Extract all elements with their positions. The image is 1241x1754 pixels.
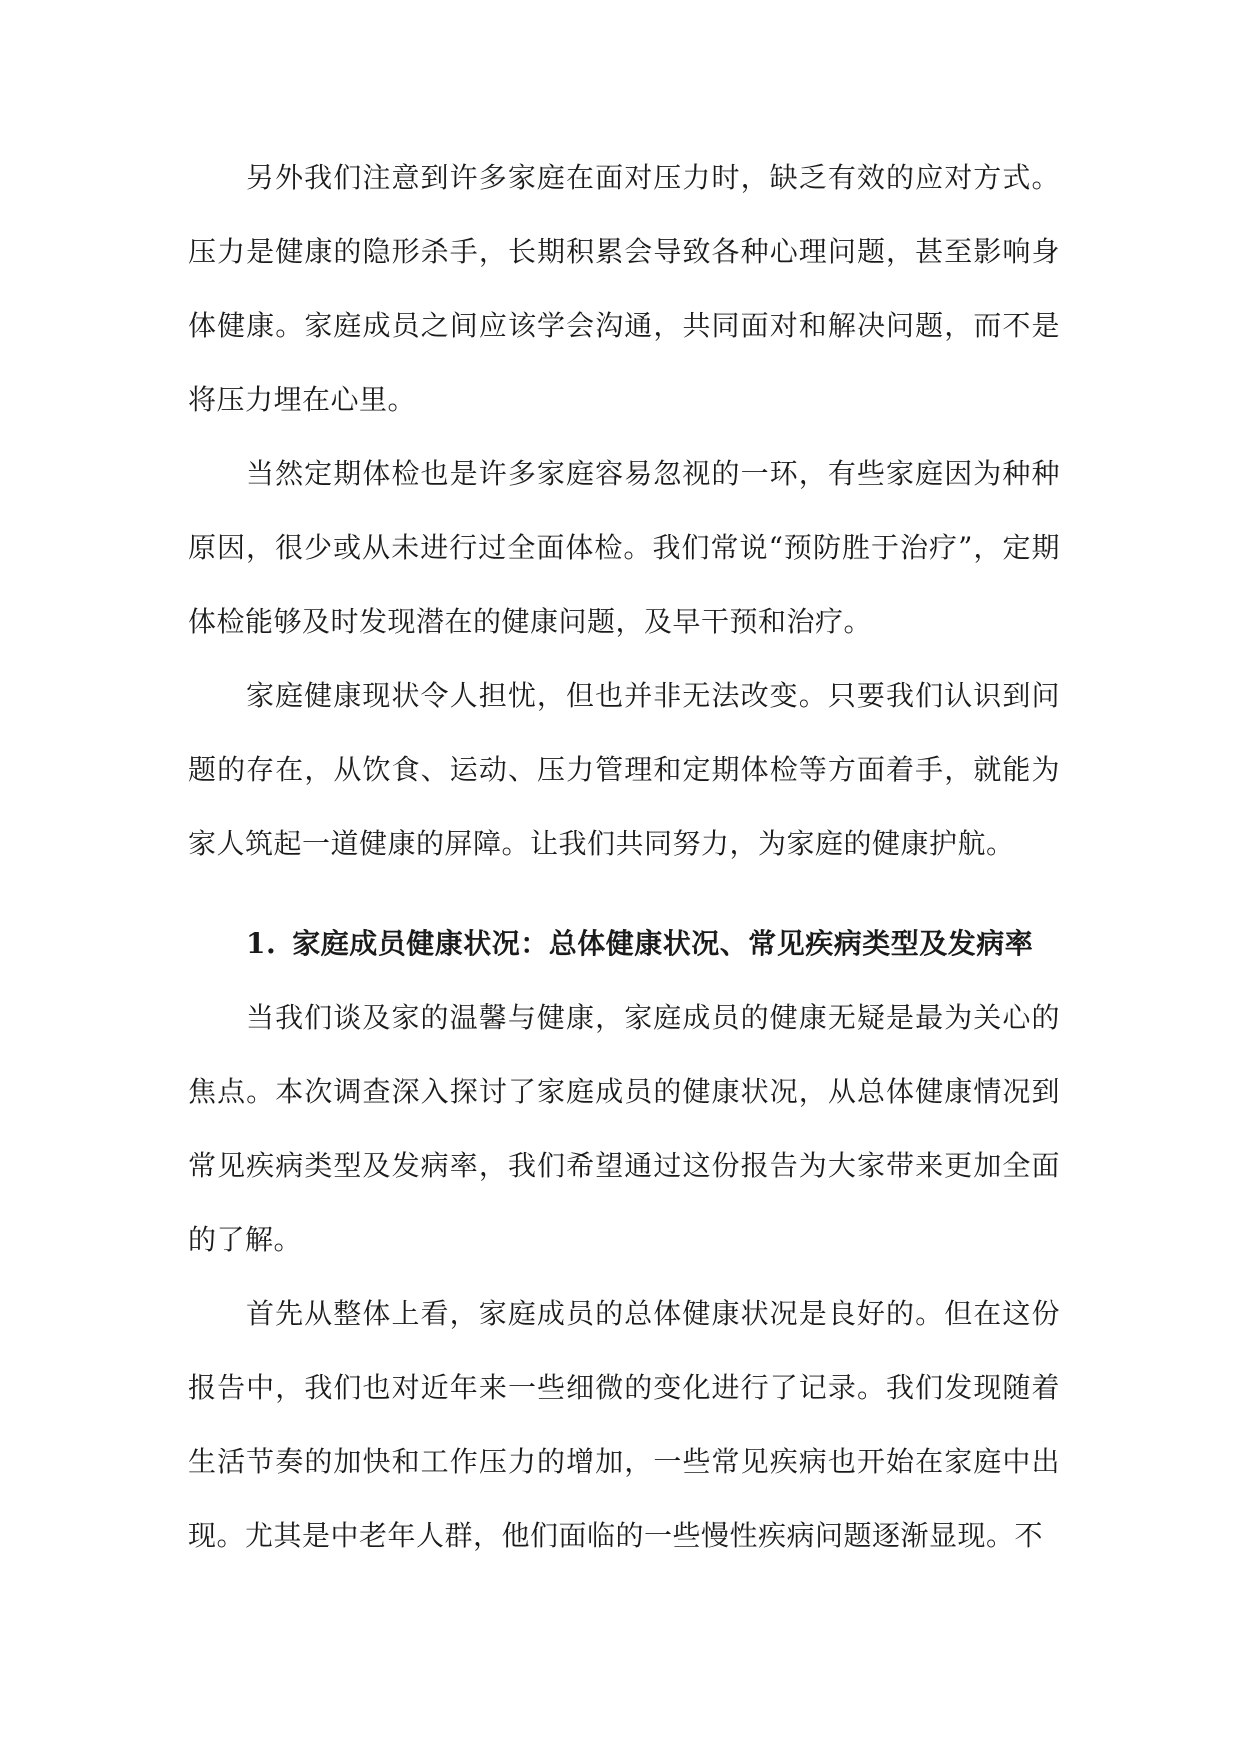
paragraph-overall: 首先从整体上看，家庭成员的总体健康状况是良好的。但在这份报告中，我们也对近年来一些细微的变化进行了记录。我们发现随着生活节奏的加快和工作压力的增加，一些常见疾病也开始在家庭中出现。尤其是中老年人群，他们面临的一些慢性疾病问题逐渐显现。不	[188, 1297, 1060, 1552]
section-title: 家庭成员健康状况：总体健康状况、常见疾病类型及发病率	[292, 927, 1034, 960]
paragraph-stress: 另外我们注意到许多家庭在面对压力时，缺乏有效的应对方式。压力是健康的隐形杀手，长期积累会导致各种心理问题，甚至影响身体健康。家庭成员之间应该学会沟通，共同面对和解决问题，而不是将压力埋在心里。	[188, 161, 1060, 416]
section-heading	[188, 907, 1060, 981]
document-body	[188, 141, 1060, 1573]
paragraph-intro: 当我们谈及家的温馨与健康，家庭成员的健康无疑是最为关心的焦点。本次调查深入探讨了家庭成员的健康状况，从总体健康情况到常见疾病类型及发病率，我们希望通过这份报告为大家带来更加全面的了解。	[188, 1001, 1060, 1256]
paragraph-summary: 家庭健康现状令人担忧，但也并非无法改变。只要我们认识到问题的存在，从饮食、运动、压力管理和定期体检等方面着手，就能为家人筑起一道健康的屏障。让我们共同努力，为家庭的健康护航。	[188, 679, 1060, 860]
section-number: 1.	[246, 927, 277, 960]
paragraph-checkup: 当然定期体检也是许多家庭容易忽视的一环，有些家庭因为种种原因，很少或从未进行过全面体检。我们常说“预防胜于治疗”，定期体检能够及时发现潜在的健康问题，及早干预和治疗。	[188, 457, 1060, 638]
